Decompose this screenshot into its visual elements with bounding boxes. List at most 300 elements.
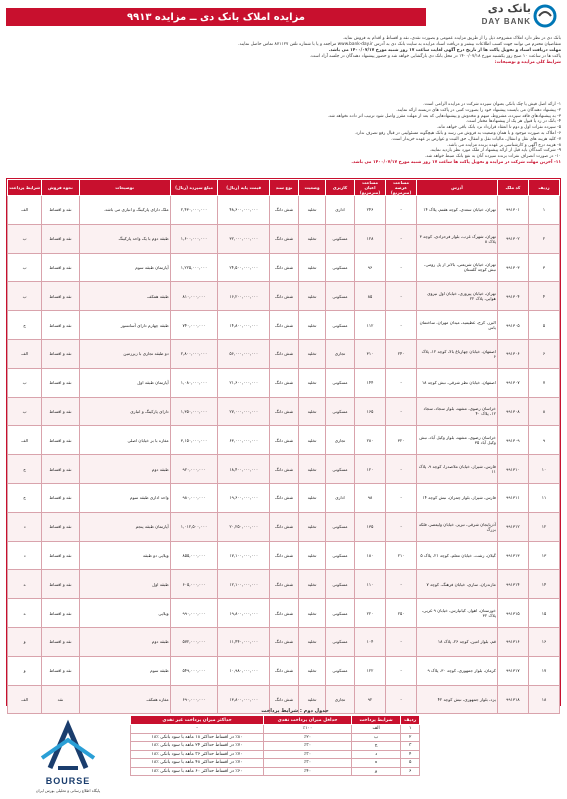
table-cell: مسکونی xyxy=(326,368,355,397)
table-cell: طبقه چهارم دارای آسانسور xyxy=(79,311,170,340)
table-cell: مازندران، ساری، خیابان فرهنگ، کوچه ۷ xyxy=(417,570,498,599)
table-cell: شش دانگ xyxy=(270,282,299,311)
table-cell: ۱۴۴ xyxy=(354,368,385,397)
table-cell: خوزستان، اهواز، کیانپارس، خیابان ۹ غربی، پلاک ۳۲ xyxy=(417,599,498,628)
table-cell: ۱۲ xyxy=(528,512,559,541)
table-cell: آذربایجان شرقی، تبریز، خیابان ولیعصر، فلکه بزرگ xyxy=(417,512,498,541)
table-row xyxy=(8,455,560,484)
table-cell: تخلیه xyxy=(299,196,326,225)
table-cell: گیلان، رشت، خیابان معلم، کوچه ۲۱، پلاک ۵ xyxy=(417,541,498,570)
table-cell: شش دانگ xyxy=(270,339,299,368)
table-cell: شش دانگ xyxy=(270,541,299,570)
table-cell: تجاری xyxy=(326,685,355,714)
logo-text-en: DAY BANK xyxy=(481,17,531,26)
table-cell: ۱۹,۸۰۰,۰۰۰,۰۰۰ xyxy=(218,599,270,628)
table-row xyxy=(8,627,560,656)
table-cell: مسکونی xyxy=(326,541,355,570)
table-cell: - xyxy=(386,253,417,282)
payment-cell: ٪۸۰ در اقساط حداکثر ۱۸ ماهه با سود بانکی ٪۱۸ xyxy=(131,733,264,742)
conditions-list xyxy=(6,102,561,166)
table-cell: آپارتمان طبقه پنجم xyxy=(79,512,170,541)
payment-row xyxy=(131,759,420,768)
table-cell: خراسان رضوی، مشهد، بلوار سجاد، سجاد ۱۲، پلاک ۴۰ xyxy=(417,397,498,426)
bank-logo xyxy=(431,2,561,32)
table-cell: ۵۶,۰۰۰,۰۰۰,۰۰۰ xyxy=(218,339,270,368)
table-cell: شش دانگ xyxy=(270,570,299,599)
table-cell: ۵۴۹,۰۰۰,۰۰۰ xyxy=(170,656,218,685)
table-cell: ۲۴۰ xyxy=(386,339,417,368)
table-cell: ج xyxy=(8,455,42,484)
table-cell: طبقه دوم xyxy=(79,455,170,484)
table-cell: تخلیه xyxy=(299,282,326,311)
table-cell: شش دانگ xyxy=(270,656,299,685)
table-cell: - xyxy=(386,224,417,253)
bank-logo-icon xyxy=(533,4,557,28)
table-cell: ۹۹۱۳۱۵ xyxy=(497,599,528,628)
table-row xyxy=(8,339,560,368)
table-cell: ۱ xyxy=(528,196,559,225)
table-cell: نقد و اقساط xyxy=(42,397,79,426)
intro-line: متقاضیان محترم می توانند جهت کسب اطلاعات بیشتر و دریافت اسناد مزایده به سایت بانک دی به آدرس www.bank-day.ir مراجعه و یا با شماره تلفن ۸۷۱۱۲۷ تماس حاصل نمایند. xyxy=(238,42,561,47)
condition-item: ۷- کلیه هزینه های نقل و انتقال، مالیات نقل و انتقال، حق الثبت و عوارض بر عهده خریدار است. xyxy=(391,136,561,142)
table-row xyxy=(8,570,560,599)
table-row xyxy=(8,311,560,340)
table-cell: ۹۹۱۳۰۲ xyxy=(497,224,528,253)
payment-cell: ۱ xyxy=(401,725,420,734)
table-row xyxy=(8,512,560,541)
table-cell: ۱,۳۵۰,۰۰۰,۰۰۰ xyxy=(170,397,218,426)
table-cell: تخلیه xyxy=(299,512,326,541)
intro-line: مهلت دریافت اسناد و تحویل پاکت ها از تاریخ درج آگهی لغایت ساعت ۱۷ روز شنبه مورخ ۱۴۰۰/۰۷/۱۷ می باشد. xyxy=(328,48,561,53)
table-cell: ۹۸۰,۰۰۰,۰۰۰ xyxy=(170,483,218,512)
payment-table xyxy=(130,715,420,776)
table-cell: ۱۱,۴۴۰,۰۰۰,۰۰۰ xyxy=(218,627,270,656)
table-cell: ۱۳۵ xyxy=(354,512,385,541)
table-cell: اصفهان، خیابان نظر شرقی، نبش کوچه ۱۸ xyxy=(417,368,498,397)
table-cell: فارس، شیراز، خیابان ملاصدرا، کوچه ۹، پلاک ۱۱ xyxy=(417,455,498,484)
table-cell: ج xyxy=(8,311,42,340)
column-header: نوع سند xyxy=(270,180,299,196)
table-cell: ۲۴,۵۰۰,۰۰۰,۰۰۰ xyxy=(218,253,270,282)
table-cell: تهران، خیابان سعدی، کوچه هفتم، پلاک ۱۴ xyxy=(417,196,498,225)
table-cell: ۹۹۱۳۰۸ xyxy=(497,397,528,426)
table-cell: ملک دارای پارکینگ و انباری می باشد. xyxy=(79,196,170,225)
table-cell: - xyxy=(386,685,417,714)
table-cell: نقد و اقساط xyxy=(42,339,79,368)
table-row xyxy=(8,196,560,225)
table-cell: ۲۰,۲۵۰,۰۰۰,۰۰۰ xyxy=(218,512,270,541)
table-cell: مسکونی xyxy=(326,282,355,311)
table-cell: ۱۸۰ xyxy=(354,541,385,570)
conditions-heading: شرایط کلی مزایده و توضیحات: xyxy=(494,60,561,65)
table-cell: تخلیه xyxy=(299,541,326,570)
table-row xyxy=(8,541,560,570)
table-cell: نقد و اقساط xyxy=(42,512,79,541)
table-cell: ب xyxy=(8,397,42,426)
column-header: قیمت پایه (ریال) xyxy=(218,180,270,196)
table-cell: مسکونی xyxy=(326,627,355,656)
table-cell: شش دانگ xyxy=(270,512,299,541)
table-cell: کرمان، بلوار جمهوری، کوچه ۳۰، پلاک ۹ xyxy=(417,656,498,685)
table-cell: نقد و اقساط xyxy=(42,426,79,455)
table-row xyxy=(8,368,560,397)
table-cell: شش دانگ xyxy=(270,685,299,714)
table-row xyxy=(8,397,560,426)
table-cell: ۲۸۰ xyxy=(354,426,385,455)
payment-cell: ه xyxy=(351,759,400,768)
table-cell: ۱۷ xyxy=(528,656,559,685)
table-cell: ۹۹۱۳۱۱ xyxy=(497,483,528,512)
table-cell: ۹۹۱۳۱۸ xyxy=(497,685,528,714)
table-cell: - xyxy=(386,397,417,426)
table-cell: تخلیه xyxy=(299,627,326,656)
payment-body xyxy=(131,725,420,776)
table-cell: ۲۵۰ xyxy=(386,599,417,628)
payment-cell: د xyxy=(351,750,400,759)
bourse-text: BOURSE xyxy=(45,776,91,786)
table-cell: الف xyxy=(8,339,42,368)
payment-cell: و xyxy=(351,767,400,776)
table-cell: ۹ xyxy=(528,426,559,455)
table-cell: ب xyxy=(8,224,42,253)
table-cell: ۱۱۰ xyxy=(354,570,385,599)
table-cell: نقد و اقساط xyxy=(42,483,79,512)
table-cell: ۵ xyxy=(528,311,559,340)
table-cell: آپارتمان طبقه اول xyxy=(79,368,170,397)
table-cell: مسکونی xyxy=(326,570,355,599)
table-cell: ۹۲۰,۰۰۰,۰۰۰ xyxy=(170,455,218,484)
column-header: ردیف xyxy=(528,180,559,196)
table-cell: ۳۲۰ xyxy=(386,426,417,455)
table-cell: ۱,۶۰۰,۰۰۰,۰۰۰ xyxy=(170,224,218,253)
table-cell: مسکونی xyxy=(326,599,355,628)
table-cell: مسکونی xyxy=(326,224,355,253)
table-cell: تجاری xyxy=(326,426,355,455)
table-cell: - xyxy=(386,311,417,340)
table-cell: ۱۰ xyxy=(528,455,559,484)
table-cell: تخلیه xyxy=(299,483,326,512)
payment-cell: ۳ xyxy=(401,742,420,751)
condition-item: ۱- ارائه اصل فیش یا چک بانکی بعنوان سپرده شرکت در مزایده الزامی است. xyxy=(423,102,561,107)
table-cell: مسکونی xyxy=(326,512,355,541)
column-header: شرایط پرداخت xyxy=(8,180,42,196)
table-cell: ب xyxy=(8,368,42,397)
table-cell: ۱۹,۶۰۰,۰۰۰,۰۰۰ xyxy=(218,483,270,512)
condition-item: ۱۰- در صورت انصراف نفرات برنده سپرده آنان به نفع بانک ضبط خواهد شد. xyxy=(424,154,561,160)
table-row xyxy=(8,282,560,311)
table-cell: ۲۴۶ xyxy=(354,196,385,225)
column-header: مساحت اعیان (مترمربع) xyxy=(354,180,385,196)
table-cell: اداری xyxy=(326,196,355,225)
table-cell: طبقه دوم xyxy=(79,627,170,656)
table-cell: ۹۹۱۳۰۴ xyxy=(497,282,528,311)
table-cell: ۲۷,۰۰۰,۰۰۰,۰۰۰ xyxy=(218,397,270,426)
table-cell: قم، بلوار امین، کوچه ۲۶، پلاک ۱۸ xyxy=(417,627,498,656)
properties-table xyxy=(7,179,560,714)
table-cell: نقد و اقساط xyxy=(42,627,79,656)
payment-cell: ۴ xyxy=(401,750,420,759)
condition-item: ۹- شرکت کنندگان باید قبل از ارائه پیشنهاد از ملک مورد نظر بازدید نمایند. xyxy=(429,148,561,154)
table-cell: ۳,۱۵۰,۰۰۰,۰۰۰ xyxy=(170,426,218,455)
table-cell: ۱۱ xyxy=(528,483,559,512)
table-cell: ۸۵ xyxy=(354,282,385,311)
table-cell: مسکونی xyxy=(326,253,355,282)
table-cell: ۹۹۱۳۰۳ xyxy=(497,253,528,282)
table-header-row xyxy=(8,180,560,196)
table-cell: مسکونی xyxy=(326,311,355,340)
table-cell: آپارتمان طبقه سوم xyxy=(79,253,170,282)
table-cell: تخلیه xyxy=(299,224,326,253)
table-cell: نقد و اقساط xyxy=(42,656,79,685)
table-cell: ۷ xyxy=(528,368,559,397)
table-cell: - xyxy=(386,656,417,685)
table-cell: ۹۲ xyxy=(354,685,385,714)
bourse-subtitle: پایگاه اطلاع رسانی و تحلیلی بورس ایران xyxy=(35,788,101,793)
condition-item: ۳- به پیشنهادهای فاقد سپرده، مشروط، مبهم و مخدوش و پیشنهادهایی که بعد از مهلت مقرر واصل شود ترتیب اثر داده نخواهد شد. xyxy=(327,113,561,119)
table-cell: ۴ xyxy=(528,282,559,311)
table-row xyxy=(8,224,560,253)
table-cell: ۶۹۰,۰۰۰,۰۰۰ xyxy=(170,685,218,714)
table-cell: طبقه سوم xyxy=(79,656,170,685)
table-cell: ۱۲,۱۰۰,۰۰۰,۰۰۰ xyxy=(218,570,270,599)
payment-row xyxy=(131,750,420,759)
table-cell: ۱۶,۲۰۰,۰۰۰,۰۰۰ xyxy=(218,282,270,311)
table-cell: تخلیه xyxy=(299,397,326,426)
payment-title: جدول دوم : شرایط پرداخت xyxy=(261,708,329,714)
payment-cell: ٪۳۰ xyxy=(264,759,352,768)
table-cell: - xyxy=(386,282,417,311)
logo-text-fa: بانک دی xyxy=(487,2,531,15)
table-cell: ۱۰,۹۸۰,۰۰۰,۰۰۰ xyxy=(218,656,270,685)
table-cell: ۹۹۱۳۱۷ xyxy=(497,656,528,685)
table-cell: واحد اداری طبقه سوم xyxy=(79,483,170,512)
payment-cell: ٪۲۰ xyxy=(264,733,352,742)
intro-line: پاکت ها در ساعت ۱۰ صبح روز یکشنبه مورخ ۱۴۰۰/۰۷/۱۸ در محل بانک دی بازگشایی خواهد شد و حضور پیشنهاد دهندگان در جلسه آزاد است. xyxy=(309,54,561,59)
payment-cell: الف xyxy=(351,725,400,734)
payment-column-header: ردیف xyxy=(401,716,420,725)
table-cell: ۱۲۲ xyxy=(354,656,385,685)
table-cell: مسکونی xyxy=(326,397,355,426)
table-cell: ۱۸,۴۰۰,۰۰۰,۰۰۰ xyxy=(218,455,270,484)
table-cell: ۹۹۰,۰۰۰,۰۰۰ xyxy=(170,599,218,628)
table-row xyxy=(8,656,560,685)
table-cell: ۱۲۰ xyxy=(354,455,385,484)
bourse-logo xyxy=(20,718,116,796)
table-cell: ۱۱۲ xyxy=(354,311,385,340)
page-title: مزایده املاک بانک دی ــ مزایده ۹۹۱۳ xyxy=(6,8,426,26)
table-cell: ۹۶ xyxy=(354,253,385,282)
intro-text xyxy=(6,36,561,66)
table-cell: ۱,۲۲۵,۰۰۰,۰۰۰ xyxy=(170,253,218,282)
table-cell: شش دانگ xyxy=(270,397,299,426)
table-cell: شش دانگ xyxy=(270,599,299,628)
table-cell: ویلایی دو طبقه xyxy=(79,541,170,570)
table-cell: ۱۲۸ xyxy=(354,224,385,253)
table-cell: - xyxy=(386,627,417,656)
table-cell: ۹۸ xyxy=(354,483,385,512)
column-header: مبلغ سپرده (ریال) xyxy=(170,180,218,196)
table-cell: شش دانگ xyxy=(270,224,299,253)
table-cell: ۹۹۱۳۰۵ xyxy=(497,311,528,340)
table-cell: ۵۷۲,۰۰۰,۰۰۰ xyxy=(170,627,218,656)
payment-cell: - xyxy=(131,725,264,734)
table-cell: طبقه دوم با یک واحد پارکینگ xyxy=(79,224,170,253)
condition-item: ۱۱- آخرین مهلت شرکت در مزایده و تحویل پاکت ها ساعت ۱۷ روز شنبه مورخ ۱۴۰۰/۰۷/۱۷ می باشد. xyxy=(351,159,561,165)
table-cell: تخلیه xyxy=(299,656,326,685)
table-cell: مغازه با بر خیابان اصلی xyxy=(79,426,170,455)
table-cell: و xyxy=(8,656,42,685)
table-cell: خراسان رضوی، مشهد، بلوار وکیل آباد، نبش وکیل آباد ۳۵ xyxy=(417,426,498,455)
payment-cell: ٪۷۰ در اقساط حداکثر ۲۴ ماهه با سود بانکی ٪۱۸ xyxy=(131,742,264,751)
table-cell: شش دانگ xyxy=(270,253,299,282)
payment-row xyxy=(131,767,420,776)
payment-cell: ج xyxy=(351,742,400,751)
table-cell: ۸ xyxy=(528,397,559,426)
payment-cell: ٪۶۰ در اقساط حداکثر ۶۰ ماهه با سود بانکی ٪۱۸ xyxy=(131,767,264,776)
table-cell: ه xyxy=(8,599,42,628)
table-cell: ۹۹۱۳۰۱ xyxy=(497,196,528,225)
table-cell: ویلایی xyxy=(79,599,170,628)
table-cell: الف xyxy=(8,685,42,714)
payment-cell: ٪۴۰ xyxy=(264,767,352,776)
table-cell: ۹۹۱۳۰۶ xyxy=(497,339,528,368)
table-cell: ۶۳,۰۰۰,۰۰۰,۰۰۰ xyxy=(218,426,270,455)
table-cell: شش دانگ xyxy=(270,311,299,340)
table-cell: نقد xyxy=(42,685,79,714)
table-row xyxy=(8,253,560,282)
payment-column-header: شرایط پرداخت xyxy=(351,716,400,725)
table-cell: ۹۹۱۳۱۳ xyxy=(497,541,528,570)
payment-header-row xyxy=(131,716,420,725)
payment-cell: ٪۷۰ در اقساط حداکثر ۴۸ ماهه با سود بانکی ٪۱۸ xyxy=(131,759,264,768)
table-cell: تهران، خیابان پیروزی، خیابان اول نیروی هوایی، پلاک ۲۲ xyxy=(417,282,498,311)
table-cell: ۱۸ xyxy=(528,685,559,714)
header xyxy=(0,0,567,32)
table-cell: تخلیه xyxy=(299,426,326,455)
table-cell: - xyxy=(386,570,417,599)
table-cell: نقد و اقساط xyxy=(42,599,79,628)
payment-row xyxy=(131,733,420,742)
table-cell: دارای پارکینگ و انباری xyxy=(79,397,170,426)
table-cell: یزد، بلوار جمهوری، نبش کوچه ۴۲ xyxy=(417,685,498,714)
table-row xyxy=(8,483,560,512)
payment-cell: ۶ xyxy=(401,767,420,776)
table-cell: ۲۱۰ xyxy=(386,541,417,570)
table-cell: ۱۷,۱۰۰,۰۰۰,۰۰۰ xyxy=(218,541,270,570)
table-body xyxy=(8,196,560,714)
condition-item: ۲- پیشنهاد دهندگان می بایست پیشنهاد خود را بصورت کتبی در پاکت های دربسته ارائه نمایند. xyxy=(396,107,561,113)
payment-column-header: حداقل میزان پرداخت نقدی xyxy=(264,716,352,725)
table-row xyxy=(8,599,560,628)
table-cell: ب xyxy=(8,253,42,282)
table-cell: الف xyxy=(8,196,42,225)
table-cell: ۹۹۱۳۱۲ xyxy=(497,512,528,541)
column-header: مساحت عرصه (مترمربع) xyxy=(386,180,417,196)
table-cell: ۱,۰۱۲,۵۰۰,۰۰۰ xyxy=(170,512,218,541)
table-cell: ۸۱۰,۰۰۰,۰۰۰ xyxy=(170,282,218,311)
table-cell: البرز، کرج، عظیمیه، میدان مهران، ساختمان یاس xyxy=(417,311,498,340)
payment-cell: ٪۱۰۰ xyxy=(264,725,352,734)
payment-cell: ٪۷۰ در اقساط حداکثر ۳۶ ماهه با سود بانکی ٪۱۸ xyxy=(131,750,264,759)
table-cell: ۳۲,۰۰۰,۰۰۰,۰۰۰ xyxy=(218,224,270,253)
table-cell: ۹۹۱۳۰۷ xyxy=(497,368,528,397)
table-cell: تخلیه xyxy=(299,339,326,368)
table-cell: ه xyxy=(8,570,42,599)
payment-cell: ٪۳۰ xyxy=(264,750,352,759)
table-cell: مسکونی xyxy=(326,455,355,484)
table-cell: ۱۳ xyxy=(528,541,559,570)
table-cell: ۹۹۱۳۱۶ xyxy=(497,627,528,656)
table-cell: - xyxy=(386,196,417,225)
table-cell: مغازه همکف xyxy=(79,685,170,714)
table-cell: ۱۴ xyxy=(528,570,559,599)
payment-cell: ٪۳۰ xyxy=(264,742,352,751)
table-cell: ۶۰۵,۰۰۰,۰۰۰ xyxy=(170,570,218,599)
table-cell: ۶ xyxy=(528,339,559,368)
table-cell: تخلیه xyxy=(299,253,326,282)
table-cell: - xyxy=(386,455,417,484)
table-cell: اداری xyxy=(326,483,355,512)
table-cell: د xyxy=(8,512,42,541)
table-cell: ۹۹۱۳۱۰ xyxy=(497,455,528,484)
table-cell: تخلیه xyxy=(299,570,326,599)
table-cell: اصفهان، خیابان چهارباغ بالا، کوچه ۱۲، پلاک ۶ xyxy=(417,339,498,368)
table-cell: ۷۴۰,۰۰۰,۰۰۰ xyxy=(170,311,218,340)
table-cell: تخلیه xyxy=(299,311,326,340)
table-cell: ۴۸,۶۰۰,۰۰۰,۰۰۰ xyxy=(218,196,270,225)
column-header: نحوه فروش xyxy=(42,180,79,196)
column-header: کاربری xyxy=(326,180,355,196)
table-cell: د xyxy=(8,541,42,570)
table-cell: و xyxy=(8,627,42,656)
table-cell: الف xyxy=(8,426,42,455)
payment-cell: ۵ xyxy=(401,759,420,768)
table-cell: تهران، خیابان شریعتی، بالاتر از پل رومی، نبش کوچه گلستان xyxy=(417,253,498,282)
table-cell: ۱۶ xyxy=(528,627,559,656)
table-cell: ۲,۴۳۰,۰۰۰,۰۰۰ xyxy=(170,196,218,225)
table-cell: دو طبقه تجاری با زیرزمین xyxy=(79,339,170,368)
payment-cell: ۲ xyxy=(401,733,420,742)
table-cell: نقد و اقساط xyxy=(42,455,79,484)
table-cell: شش دانگ xyxy=(270,483,299,512)
table-cell: ۱۵ xyxy=(528,599,559,628)
table-cell: ۱,۰۸۰,۰۰۰,۰۰۰ xyxy=(170,368,218,397)
column-header: کد ملک xyxy=(497,180,528,196)
table-cell: ۱۶۵ xyxy=(354,397,385,426)
table-cell: ۱۰۴ xyxy=(354,627,385,656)
table-cell: شش دانگ xyxy=(270,426,299,455)
payment-cell: ب xyxy=(351,733,400,742)
table-cell: نقد و اقساط xyxy=(42,570,79,599)
table-cell: ۳۱۰ xyxy=(354,339,385,368)
payment-row xyxy=(131,742,420,751)
table-cell: شش دانگ xyxy=(270,368,299,397)
table-cell: ۱۴,۸۰۰,۰۰۰,۰۰۰ xyxy=(218,311,270,340)
table-cell: ۳ xyxy=(528,253,559,282)
table-cell: ۹۹۱۳۰۹ xyxy=(497,426,528,455)
table-cell: تهران، شهرک غرب، بلوار فرحزادی، کوچه ۳ پلاک ۸ xyxy=(417,224,498,253)
table-cell: تخلیه xyxy=(299,455,326,484)
table-cell: شش دانگ xyxy=(270,627,299,656)
table-cell: ۲۲۰ xyxy=(354,599,385,628)
table-cell: - xyxy=(386,512,417,541)
properties-table-wrap xyxy=(6,178,561,706)
condition-item: ۸- هزینه درج آگهی و کارشناسی بر عهده برنده مزایده می باشد. xyxy=(447,142,561,148)
payment-column-header: حداکثر میزان پرداخت غیر نقدی xyxy=(131,716,264,725)
condition-item: ۶- املاک به صورت موجود و با همان وضعیت به فروش می رسد و بانک هیچگونه مسئولیتی در قبال رفع تصرف ندارد. xyxy=(354,130,561,136)
table-cell: طبقه همکف xyxy=(79,282,170,311)
table-cell: نقد و اقساط xyxy=(42,224,79,253)
